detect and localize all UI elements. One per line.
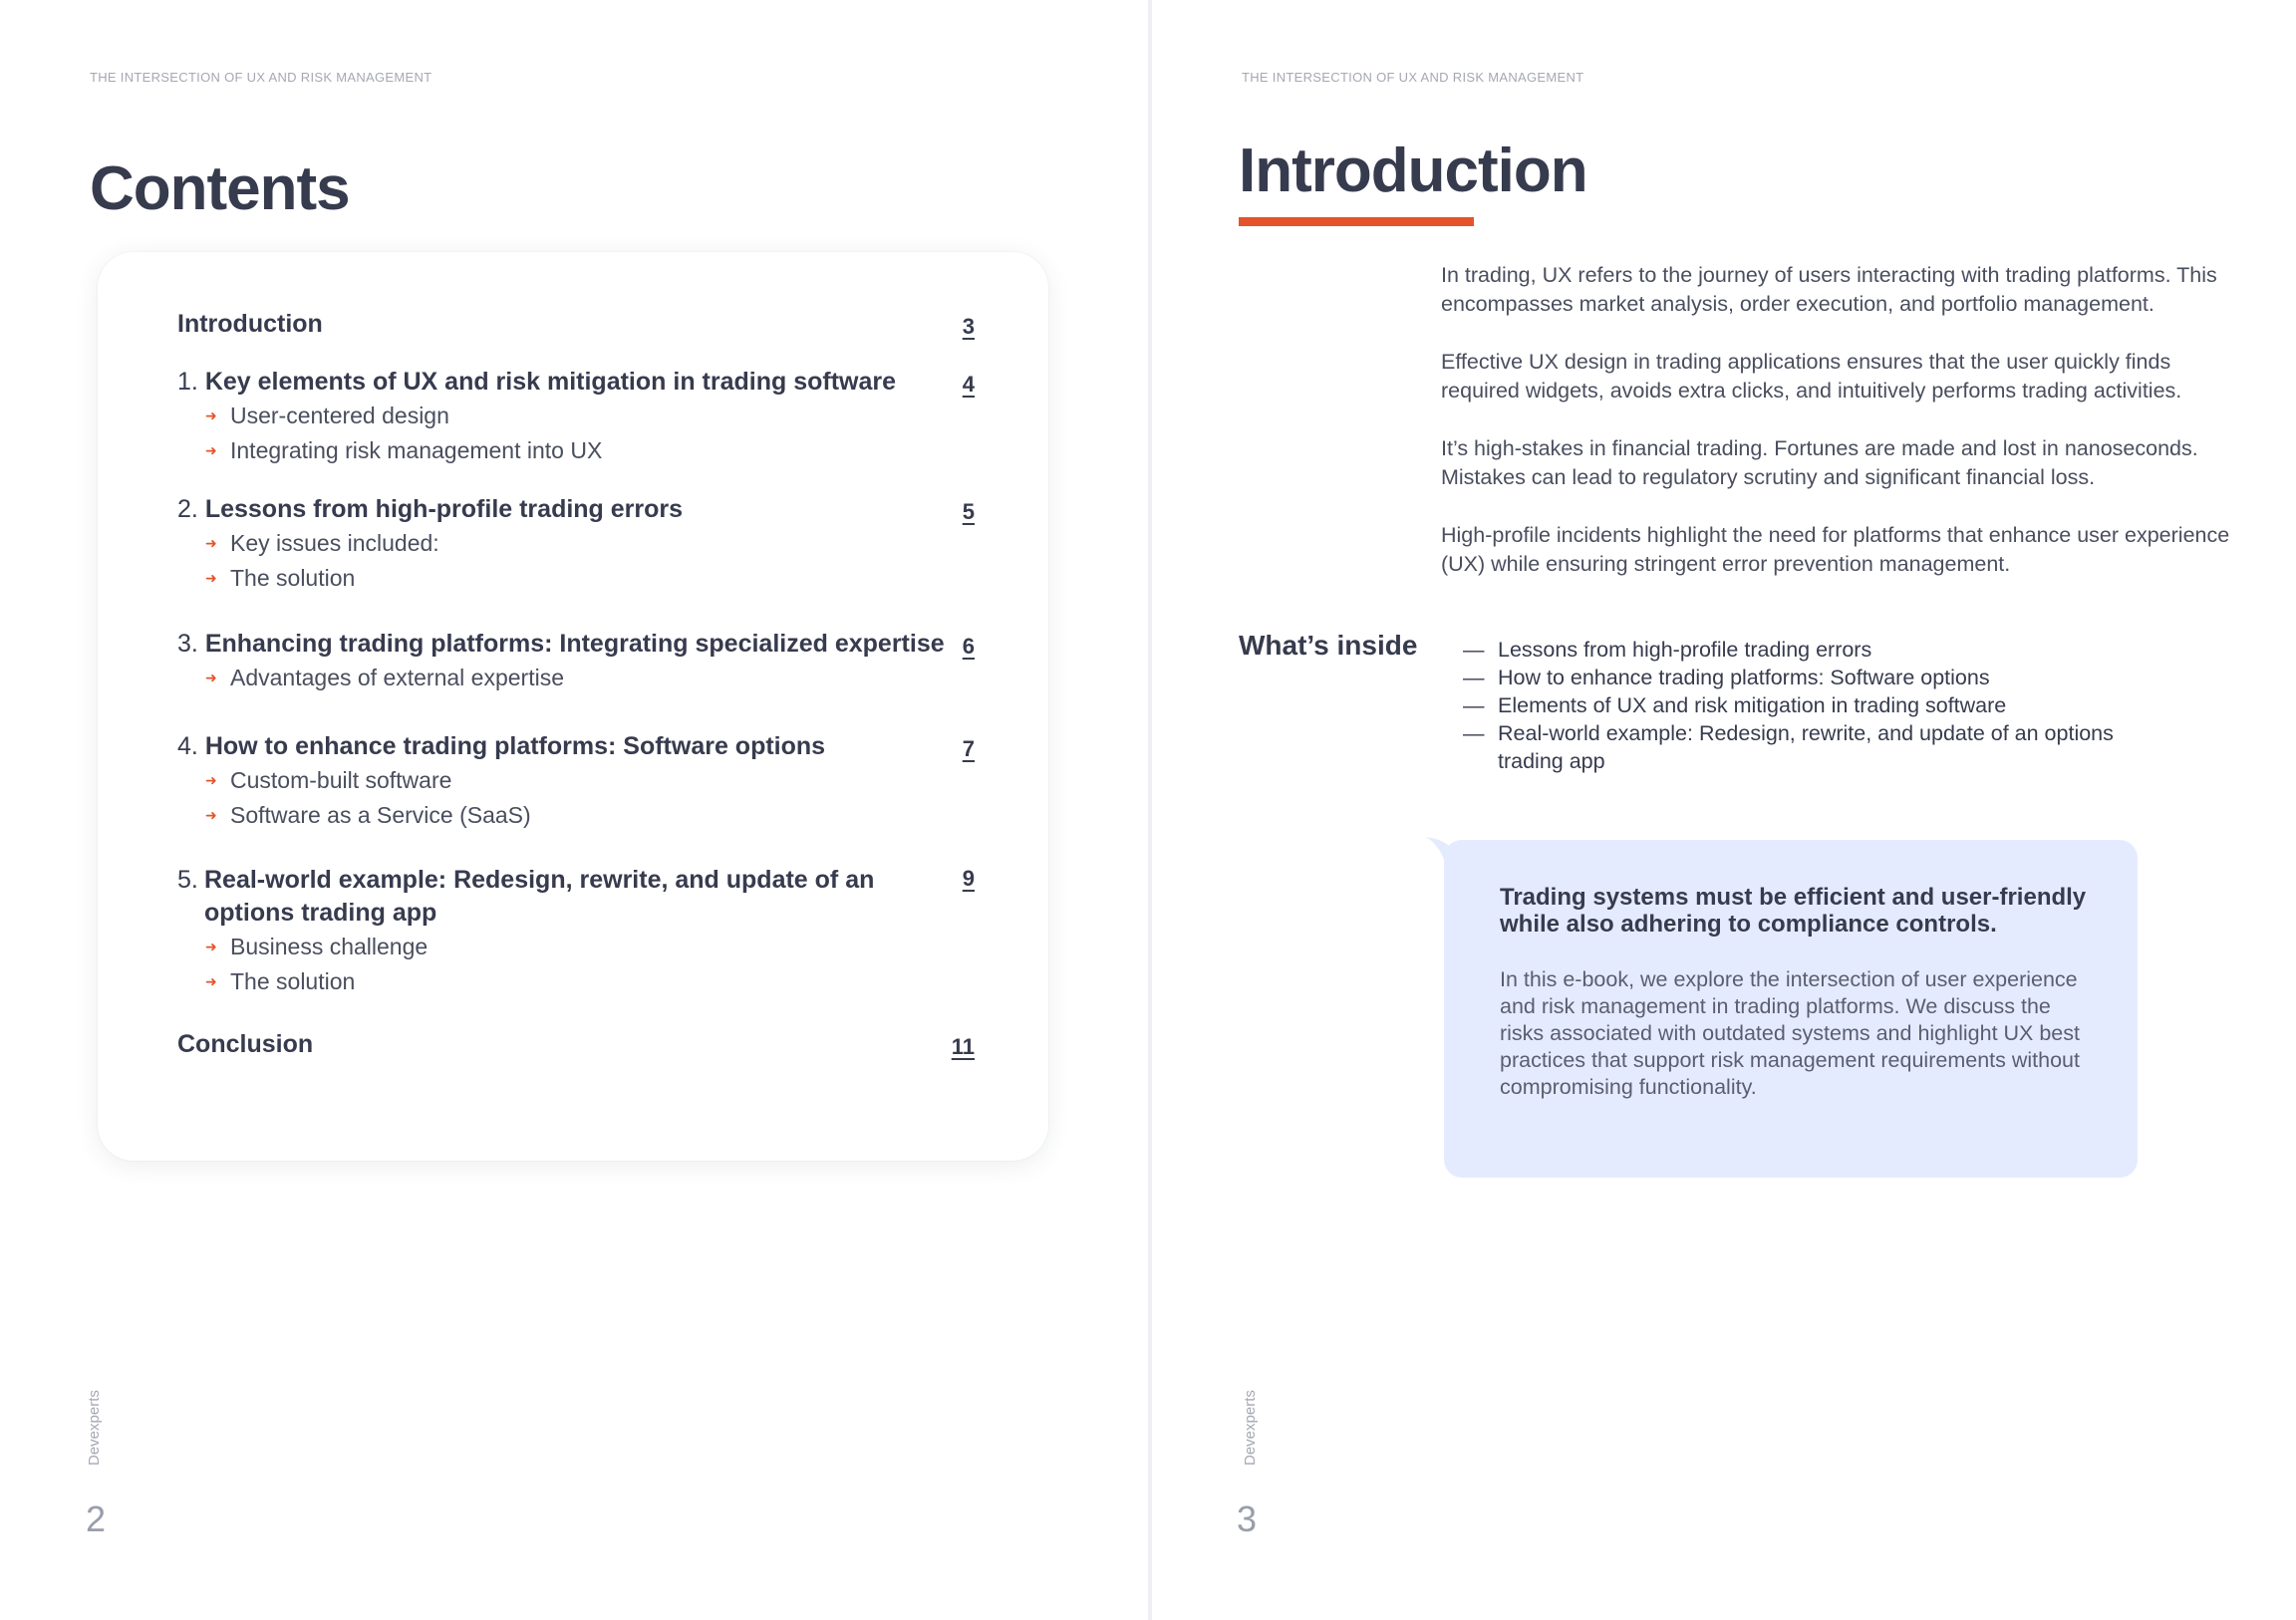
- toc-subentry[interactable]: [177, 661, 975, 695]
- callout-heading: Trading systems must be efficient and user-friendly while also adhering to compliance controls.: [1500, 884, 2087, 938]
- intro-text: [1441, 261, 2238, 608]
- arrow-right-icon: ➜: [205, 535, 217, 551]
- list-item-text: Elements of UX and risk mitigation in trading software: [1498, 693, 2007, 717]
- arrow-right-icon: ➜: [205, 939, 217, 954]
- toc-subentry-label: The solution: [230, 565, 356, 591]
- toc-entry-2[interactable]: [177, 493, 975, 596]
- dash-bullet-icon: —: [1463, 666, 1485, 689]
- list-item: [1463, 664, 2160, 691]
- toc-subentry-label: Business challenge: [230, 934, 429, 959]
- toc-page-link[interactable]: 9: [962, 866, 975, 891]
- arrow-right-icon: ➜: [205, 973, 217, 989]
- toc-entry-introduction[interactable]: [177, 308, 975, 341]
- toc-subentry-label: Key issues included:: [230, 530, 439, 556]
- running-head: THE INTERSECTION OF UX AND RISK MANAGEMENT: [90, 70, 432, 85]
- toc-subentry[interactable]: [177, 930, 975, 964]
- page-number: 2: [86, 1498, 107, 1539]
- toc-page-link[interactable]: 7: [962, 736, 975, 761]
- toc-entry-1[interactable]: [177, 366, 975, 468]
- toc-subentry[interactable]: [177, 526, 975, 561]
- paragraph: It’s high-stakes in financial trading. Fortunes are made and lost in nanoseconds. Mistakes can lead to regulatory scrutiny and significant financial loss.: [1441, 436, 2198, 489]
- dash-bullet-icon: —: [1463, 721, 1485, 745]
- toc-subentry-label: Software as a Service (SaaS): [230, 802, 531, 828]
- toc-subentry[interactable]: [177, 964, 975, 999]
- toc-entry-number: 2.: [177, 495, 198, 523]
- toc-page-link[interactable]: 4: [962, 372, 975, 397]
- toc-entry-3[interactable]: [177, 628, 975, 695]
- callout-box: [1444, 840, 2138, 1178]
- toc-entry-title: Introduction: [177, 310, 323, 338]
- arrow-right-icon: ➜: [205, 442, 217, 458]
- paragraph: Effective UX design in trading applications ensures that the user quickly finds required widgets, avoids extra clicks, and intuitively performs trading activities.: [1441, 350, 2182, 403]
- toc-subentry[interactable]: [177, 433, 975, 468]
- brand-label: Devexperts: [86, 1390, 103, 1466]
- whats-inside-list: [1463, 636, 2160, 775]
- arrow-right-icon: ➜: [205, 570, 217, 586]
- toc-entry-title: Real-world example: Redesign, rewrite, and update of an options trading app: [204, 866, 875, 927]
- toc-page-link[interactable]: 6: [962, 634, 975, 659]
- brand-label: Devexperts: [1242, 1390, 1259, 1466]
- toc-entry-5[interactable]: [177, 864, 975, 999]
- toc-subentry-label: Integrating risk management into UX: [230, 437, 603, 463]
- list-item: [1463, 636, 2160, 664]
- toc-entry-title: Conclusion: [177, 1030, 314, 1058]
- toc-entry-conclusion[interactable]: [177, 1028, 975, 1061]
- page-number: 3: [1237, 1498, 1258, 1539]
- whats-inside-heading: What’s inside: [1239, 630, 1418, 661]
- toc-entry-title: How to enhance trading platforms: Software options: [204, 732, 826, 760]
- toc-page-link[interactable]: 5: [962, 499, 975, 524]
- toc-entry-title: Lessons from high-profile trading errors: [204, 495, 684, 523]
- list-item-text: Lessons from high-profile trading errors: [1498, 638, 1872, 662]
- arrow-right-icon: ➜: [205, 670, 217, 685]
- arrow-right-icon: ➜: [205, 772, 217, 788]
- dash-bullet-icon: —: [1463, 638, 1485, 662]
- running-head: THE INTERSECTION OF UX AND RISK MANAGEMENT: [1242, 70, 1584, 85]
- toc-subentry-label: The solution: [230, 968, 356, 994]
- page-title: Contents: [90, 154, 350, 223]
- list-item: [1463, 719, 2160, 775]
- toc-subentry[interactable]: [177, 399, 975, 433]
- list-item-text: How to enhance trading platforms: Software options: [1498, 666, 1990, 689]
- callout-body: In this e-book, we explore the intersection of user experience and risk management in trading platforms. We discuss the risks associated with outdated systems and highlight UX best practices that support risk management requirements without compromising functionality.: [1500, 967, 2080, 1099]
- paragraph: In trading, UX refers to the journey of users interacting with trading platforms. This encompasses market analysis, order execution, and portfolio management.: [1441, 263, 2217, 316]
- toc-entry-number: 1.: [177, 368, 198, 396]
- page-title: Introduction: [1239, 136, 1587, 205]
- toc-page-link[interactable]: 11: [951, 1034, 975, 1059]
- toc-subentry-label: User-centered design: [230, 403, 449, 428]
- list-item-text: Real-world example: Redesign, rewrite, and update of an options trading app: [1498, 721, 2114, 773]
- toc-subentry[interactable]: [177, 763, 975, 798]
- toc-entry-number: 3.: [177, 630, 198, 658]
- dash-bullet-icon: —: [1463, 693, 1485, 717]
- toc-subentry-label: Custom-built software: [230, 767, 452, 793]
- toc-subentry[interactable]: [177, 798, 975, 833]
- toc-entry-4[interactable]: [177, 730, 975, 833]
- toc-entry-number: 5.: [177, 866, 198, 894]
- table-of-contents: [98, 252, 1048, 1161]
- toc-entry-title: Key elements of UX and risk mitigation in trading software: [204, 368, 897, 396]
- toc-entry-title: Enhancing trading platforms: Integrating specialized expertise: [204, 630, 945, 658]
- arrow-right-icon: ➜: [205, 407, 217, 423]
- toc-subentry[interactable]: [177, 561, 975, 596]
- toc-page-link[interactable]: 3: [962, 314, 975, 339]
- toc-subentry-label: Advantages of external expertise: [230, 665, 564, 690]
- list-item: [1463, 691, 2160, 719]
- toc-entry-number: 4.: [177, 732, 198, 760]
- title-underline: [1239, 217, 1474, 226]
- paragraph: High-profile incidents highlight the need for platforms that enhance user experience (UX) while ensuring stringent error prevention management.: [1441, 523, 2230, 576]
- introduction-page: [1152, 0, 2296, 1620]
- arrow-right-icon: ➜: [205, 807, 217, 823]
